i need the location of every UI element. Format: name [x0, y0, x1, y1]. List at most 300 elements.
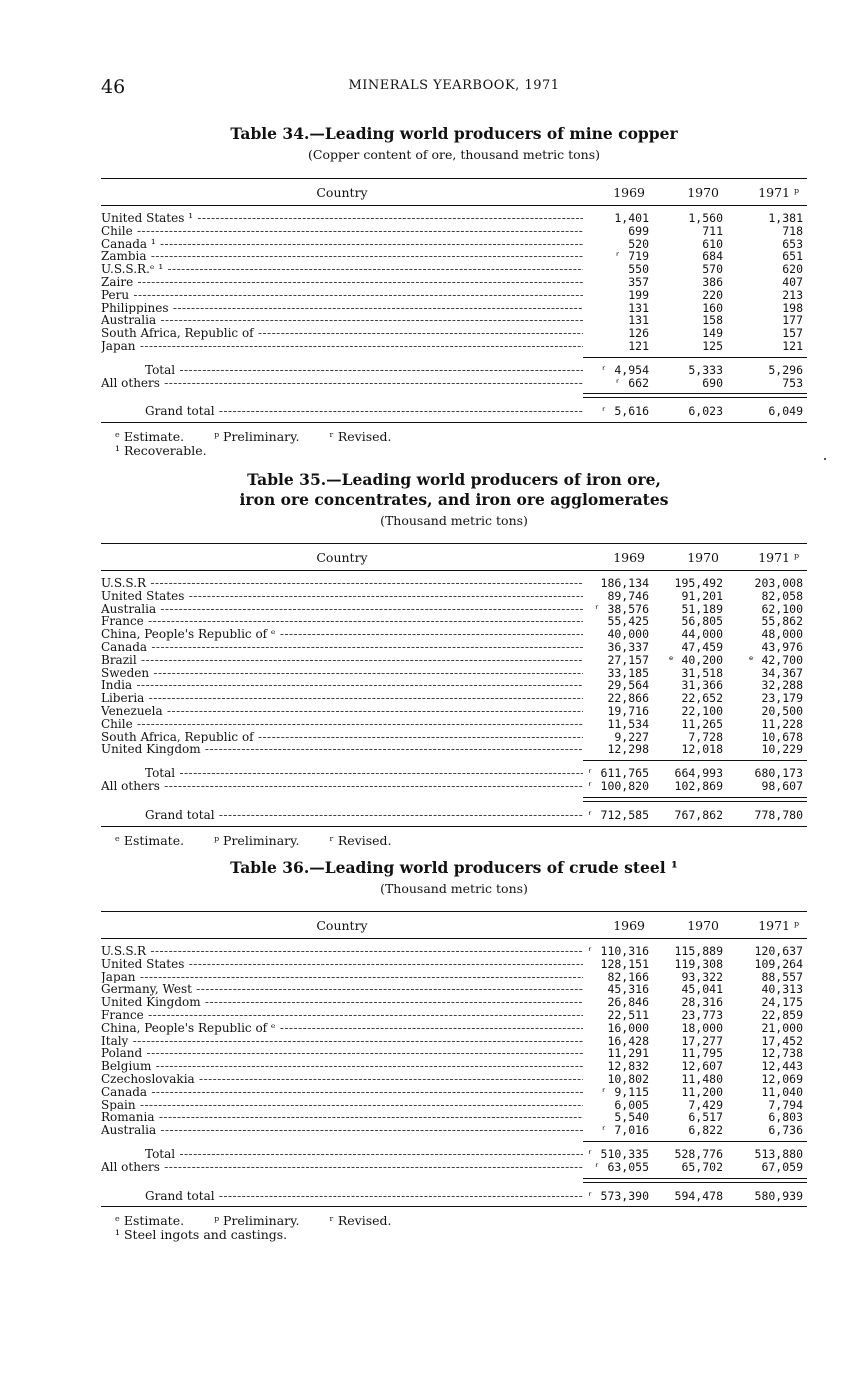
footnote-line — [101, 1228, 807, 1242]
subtotal-rule — [583, 1141, 807, 1142]
value-cell: 27,157 — [607, 652, 649, 667]
table-header — [101, 911, 807, 939]
value-cell: 88,557 — [761, 969, 803, 984]
value-cell: 82,166 — [607, 969, 649, 984]
country-name: Spain ----- — [101, 1099, 583, 1112]
table-title: iron ore concentrates, and iron ore agglomerates — [239, 490, 669, 509]
country-cell — [101, 718, 583, 731]
country-name: Poland ----- — [101, 1047, 583, 1060]
value-cell: ʳ 100,820 — [586, 778, 649, 793]
footnote: ¹ Steel ingots and castings. — [115, 1227, 288, 1243]
table-subtitle: (Thousand metric tons) — [380, 513, 528, 528]
country-cell — [101, 1022, 583, 1035]
value-cell: 131 — [628, 300, 649, 315]
table-row — [101, 743, 807, 756]
value-cell: 67,059 — [761, 1159, 803, 1174]
value-cell: 767,862 — [674, 807, 723, 822]
value-cell: 21,000 — [761, 1020, 803, 1035]
value-cell: 610 — [702, 236, 723, 251]
value-cell: 36,337 — [607, 639, 649, 654]
value-cell: 718 — [782, 223, 803, 238]
table-row — [101, 641, 807, 654]
value-cell: 121 — [628, 338, 649, 353]
footnote: ᵉ Estimate. — [115, 1213, 185, 1229]
country-cell — [101, 1009, 583, 1022]
country-name: Germany, West ----- — [101, 983, 583, 996]
value-cell: 12,832 — [607, 1059, 649, 1074]
table-subtitle: (Copper content of ore, thousand metric tons) — [308, 147, 600, 162]
table-title: Table 35.—Leading world producers of iron ore, — [247, 470, 661, 489]
table-row — [101, 718, 807, 731]
value-cell: 82,058 — [761, 588, 803, 603]
value-cell: 125 — [702, 338, 723, 353]
value-cell: 93,322 — [681, 969, 723, 984]
country-name: Japan ----- — [101, 971, 583, 984]
value-cell: 9,227 — [614, 729, 649, 744]
value-cell: 11,200 — [681, 1084, 723, 1099]
country-cell — [101, 276, 583, 289]
table-row — [101, 238, 807, 251]
value-cell: 28,316 — [681, 995, 723, 1010]
country-name: U.S.S.R ----- — [101, 577, 583, 590]
value-cell: 186,134 — [600, 576, 649, 590]
value-cell: 6,822 — [688, 1123, 723, 1138]
table-row — [101, 289, 807, 302]
value-cell: 18,000 — [681, 1020, 723, 1035]
footnote: ʳ Revised. — [329, 1213, 392, 1229]
grand-total-row — [101, 1190, 807, 1203]
value-cell: 213 — [782, 287, 803, 302]
value-cell: 149 — [702, 326, 723, 341]
spacer — [101, 529, 807, 543]
value-cell: 47,459 — [681, 639, 723, 654]
table-row — [101, 327, 807, 340]
value-cell: 203,008 — [754, 576, 803, 590]
country-name: Philippines ----- — [101, 302, 583, 315]
country-cell — [101, 263, 583, 276]
country-cell — [101, 731, 583, 744]
grand-total-row — [101, 809, 807, 822]
value-cell: ᵉ 40,200 — [667, 652, 723, 667]
value-cell: 17,452 — [761, 1033, 803, 1048]
value-cell: 22,652 — [681, 691, 723, 706]
value-cell: 690 — [702, 375, 723, 390]
value-cell: 195,492 — [674, 576, 723, 590]
column-header-year: 1970 — [687, 550, 719, 565]
table-row — [101, 577, 807, 590]
value-cell: 11,795 — [681, 1046, 723, 1061]
value-cell: 6,803 — [768, 1110, 803, 1125]
table-row — [101, 314, 807, 327]
value-cell: 177 — [782, 313, 803, 328]
value-cell: 20,500 — [761, 703, 803, 718]
all-others-row — [101, 780, 807, 793]
value-cell: 16,000 — [607, 1020, 649, 1035]
country-cell — [101, 641, 583, 654]
country-name: Belgium ----- — [101, 1060, 583, 1073]
value-cell: 550 — [628, 262, 649, 277]
country-name: Italy ----- — [101, 1035, 583, 1048]
table-34 — [101, 124, 807, 458]
value-cell: ʳ 4,954 — [600, 362, 649, 377]
value-cell: 22,100 — [681, 703, 723, 718]
column-header-year: 1969 — [613, 550, 645, 565]
value-cell: 7,794 — [768, 1097, 803, 1112]
country-cell — [101, 225, 583, 238]
value-cell: 115,889 — [674, 944, 723, 958]
page-number: 46 — [101, 76, 126, 98]
country-name: Australia ----- — [101, 314, 583, 327]
table-subtitle: (Thousand metric tons) — [380, 881, 528, 896]
country-cell — [101, 1111, 583, 1124]
country-name: Grand total ----- — [145, 405, 583, 418]
value-cell: 109,264 — [754, 956, 803, 971]
table-title: Table 34.—Leading world producers of mine copper — [230, 124, 678, 143]
country-name: Chile ----- — [101, 225, 583, 238]
value-cell: 10,678 — [761, 729, 803, 744]
country-name: Canada ----- — [101, 1086, 583, 1099]
value-cell: 89,746 — [607, 588, 649, 603]
value-cell: 44,000 — [681, 627, 723, 642]
value-cell: 19,716 — [607, 703, 649, 718]
value-cell: ʳ 5,616 — [600, 404, 649, 419]
table-row — [101, 958, 807, 971]
running-title: MINERALS YEARBOOK, 1971 — [348, 78, 560, 93]
country-cell — [101, 945, 583, 958]
total-row — [101, 1148, 807, 1161]
footnote: ᵉ Estimate. — [115, 429, 185, 445]
country-name: Grand total ----- — [145, 809, 583, 822]
country-name: All others ----- — [101, 377, 583, 390]
country-cell — [101, 1190, 583, 1203]
value-cell: 594,478 — [674, 1188, 723, 1203]
country-cell — [101, 1047, 583, 1060]
value-cell: ʳ 719 — [614, 249, 649, 264]
value-cell: 48,000 — [761, 627, 803, 642]
country-name: Romania ----- — [101, 1111, 583, 1124]
footnote-line — [101, 834, 807, 848]
page-header — [101, 76, 807, 98]
footnote-line — [101, 430, 807, 444]
spacer — [101, 897, 807, 911]
value-cell: 34,367 — [761, 665, 803, 680]
country-cell — [101, 289, 583, 302]
country-name: Peru ----- — [101, 289, 583, 302]
value-cell: 11,040 — [761, 1084, 803, 1099]
value-cell: 43,976 — [761, 639, 803, 654]
country-cell — [101, 302, 583, 315]
column-header-year: 1971 ᵖ — [758, 918, 799, 933]
value-cell: 1,381 — [768, 211, 803, 225]
country-cell — [101, 1060, 583, 1073]
country-name: China, People's Republic of ᵉ ----- — [101, 1022, 583, 1035]
country-cell — [101, 577, 583, 590]
value-cell: ᵉ 42,700 — [747, 652, 803, 667]
value-cell: 5,540 — [614, 1110, 649, 1125]
value-cell: 528,776 — [674, 1146, 723, 1161]
value-cell: ʳ 662 — [614, 375, 649, 390]
all-others-row — [101, 377, 807, 390]
country-name: All others ----- — [101, 780, 583, 793]
country-name: India ----- — [101, 679, 583, 692]
country-cell — [101, 809, 583, 822]
value-cell: 17,277 — [681, 1033, 723, 1048]
table-row — [101, 1086, 807, 1099]
value-cell: 12,607 — [681, 1059, 723, 1074]
value-cell: ʳ 712,585 — [586, 807, 649, 822]
column-header-year: 1969 — [613, 918, 645, 933]
value-cell: 407 — [782, 274, 803, 289]
value-cell: 7,728 — [688, 729, 723, 744]
value-cell: 45,316 — [607, 982, 649, 997]
country-name: China, People's Republic of ᵉ ----- — [101, 628, 583, 641]
value-cell: 98,607 — [761, 778, 803, 793]
footnote: ¹ Recoverable. — [115, 443, 207, 459]
value-cell: 680,173 — [754, 766, 803, 781]
value-cell: ʳ 38,576 — [593, 601, 649, 616]
table-row — [101, 945, 807, 958]
country-name: Zambia ----- — [101, 250, 583, 263]
footnote: ᵖ Preliminary. — [214, 1213, 300, 1229]
value-cell: 711 — [702, 223, 723, 238]
value-cell: 128,151 — [600, 956, 649, 971]
value-cell: 45,041 — [681, 982, 723, 997]
footnote: ʳ Revised. — [329, 429, 392, 445]
country-name: United Kingdom ----- — [101, 996, 583, 1009]
table-35 — [101, 470, 807, 848]
country-name: Grand total ----- — [145, 1190, 583, 1203]
footnote: ᵖ Preliminary. — [214, 429, 300, 445]
country-cell — [101, 996, 583, 1009]
country-cell — [101, 364, 583, 377]
value-cell: 651 — [782, 249, 803, 264]
table-row — [101, 590, 807, 603]
value-cell: 55,862 — [761, 614, 803, 629]
table-row — [101, 1073, 807, 1086]
value-cell: 6,517 — [688, 1110, 723, 1125]
value-cell: 16,428 — [607, 1033, 649, 1048]
country-cell — [101, 212, 583, 225]
value-cell: 26,846 — [607, 995, 649, 1010]
value-cell: 126 — [628, 326, 649, 341]
value-cell: ʳ 110,316 — [586, 944, 649, 958]
country-cell — [101, 1124, 583, 1137]
value-cell: 12,443 — [761, 1059, 803, 1074]
value-cell: 1,401 — [614, 211, 649, 225]
country-cell — [101, 250, 583, 263]
country-name: United Kingdom ----- — [101, 743, 583, 756]
country-cell — [101, 405, 583, 418]
footnote: ᵖ Preliminary. — [214, 832, 300, 848]
table-row — [101, 1124, 807, 1137]
value-cell: 7,429 — [688, 1097, 723, 1112]
value-cell: 220 — [702, 287, 723, 302]
value-cell: 199 — [628, 287, 649, 302]
value-cell: 753 — [782, 375, 803, 390]
country-name: Australia ----- — [101, 1124, 583, 1137]
country-name: Czechoslovakia ----- — [101, 1073, 583, 1086]
country-name: Canada ----- — [101, 641, 583, 654]
country-cell — [101, 314, 583, 327]
value-cell: 12,018 — [681, 742, 723, 757]
country-cell — [101, 1161, 583, 1174]
column-header-year: 1971 ᵖ — [758, 550, 799, 565]
country-name: All others ----- — [101, 1161, 583, 1174]
table-header — [101, 543, 807, 571]
country-cell — [101, 1073, 583, 1086]
country-cell — [101, 238, 583, 251]
value-cell: 664,993 — [674, 766, 723, 781]
footnote: ᵉ Estimate. — [115, 832, 185, 848]
value-cell: 5,333 — [688, 362, 723, 377]
value-cell: 1,560 — [688, 211, 723, 225]
table-row — [101, 1009, 807, 1022]
country-name: United States ----- — [101, 958, 583, 971]
value-cell: 6,005 — [614, 1097, 649, 1112]
column-header-country: Country — [316, 918, 368, 933]
value-cell: 778,780 — [754, 807, 803, 822]
value-cell: 119,308 — [674, 956, 723, 971]
country-cell — [101, 590, 583, 603]
value-cell: ʳ 611,765 — [586, 766, 649, 781]
country-cell — [101, 983, 583, 996]
spacer — [101, 1207, 807, 1214]
table-row — [101, 340, 807, 353]
value-cell: 520 — [628, 236, 649, 251]
column-header-year: 1971 ᵖ — [758, 185, 799, 200]
country-cell — [101, 603, 583, 616]
country-name: Brazil ----- — [101, 654, 583, 667]
spacer — [101, 163, 807, 178]
value-cell: 198 — [782, 300, 803, 315]
country-cell — [101, 1086, 583, 1099]
value-cell: 22,859 — [761, 1007, 803, 1022]
table-36 — [101, 858, 807, 1242]
country-cell — [101, 743, 583, 756]
table-row — [101, 705, 807, 718]
table-row — [101, 263, 807, 276]
country-cell — [101, 1148, 583, 1161]
value-cell: ʳ 9,115 — [600, 1084, 649, 1099]
value-cell: 10,229 — [761, 742, 803, 757]
table-row — [101, 276, 807, 289]
country-name: United States ¹ ----- — [101, 212, 583, 225]
value-cell: 131 — [628, 313, 649, 328]
country-name: Australia ----- — [101, 603, 583, 616]
country-cell — [101, 1099, 583, 1112]
value-cell: 157 — [782, 326, 803, 341]
footnote-line — [101, 444, 807, 458]
country-name: Canada ¹ ----- — [101, 238, 583, 251]
value-cell: 31,366 — [681, 678, 723, 693]
value-cell: 12,069 — [761, 1071, 803, 1086]
table-title: Table 36.—Leading world producers of crude steel ¹ — [230, 858, 678, 877]
value-cell: 23,179 — [761, 691, 803, 706]
country-cell — [101, 679, 583, 692]
table-row — [101, 654, 807, 667]
spacer — [101, 423, 807, 430]
value-cell: 570 — [702, 262, 723, 277]
country-cell — [101, 1035, 583, 1048]
value-cell: ʳ 7,016 — [600, 1123, 649, 1138]
country-name: Total ----- — [145, 1148, 583, 1161]
table-row — [101, 1022, 807, 1035]
value-cell: 31,518 — [681, 665, 723, 680]
table-row — [101, 212, 807, 225]
table-row — [101, 302, 807, 315]
country-name: U.S.S.R.ᵉ ¹ ----- — [101, 263, 583, 276]
value-cell: 10,802 — [607, 1071, 649, 1086]
column-header-country: Country — [316, 185, 368, 200]
country-name: Sweden ----- — [101, 667, 583, 680]
value-cell: 160 — [702, 300, 723, 315]
country-cell — [101, 780, 583, 793]
scan-artifact — [824, 458, 826, 460]
value-cell: 23,773 — [681, 1007, 723, 1022]
value-cell: 120,637 — [754, 944, 803, 958]
value-cell: 51,189 — [681, 601, 723, 616]
column-header-year: 1969 — [613, 185, 645, 200]
country-name: Zaire ----- — [101, 276, 583, 289]
value-cell: ʳ 63,055 — [593, 1159, 649, 1174]
country-cell — [101, 971, 583, 984]
value-cell: 65,702 — [681, 1159, 723, 1174]
value-cell: 12,738 — [761, 1046, 803, 1061]
country-name: Venezuela ----- — [101, 705, 583, 718]
subtotal-rule — [583, 760, 807, 761]
value-cell: 12,298 — [607, 742, 649, 757]
country-name: Total ----- — [145, 364, 583, 377]
country-name: Japan ----- — [101, 340, 583, 353]
country-cell — [101, 628, 583, 641]
country-cell — [101, 327, 583, 340]
country-cell — [101, 654, 583, 667]
country-cell — [101, 767, 583, 780]
country-name: France ----- — [101, 1009, 583, 1022]
value-cell: ʳ 573,390 — [586, 1188, 649, 1203]
country-cell — [101, 692, 583, 705]
value-cell: 40,313 — [761, 982, 803, 997]
value-cell: 121 — [782, 338, 803, 353]
value-cell: 55,425 — [607, 614, 649, 629]
country-name: South Africa, Republic of ----- — [101, 731, 583, 744]
value-cell: 102,869 — [674, 778, 723, 793]
value-cell: 6,023 — [688, 404, 723, 419]
column-header-country: Country — [316, 550, 368, 565]
value-cell: 513,880 — [754, 1146, 803, 1161]
country-cell — [101, 958, 583, 971]
all-others-row — [101, 1161, 807, 1174]
value-cell: 22,511 — [607, 1007, 649, 1022]
country-cell — [101, 615, 583, 628]
country-name: U.S.S.R ----- — [101, 945, 583, 958]
value-cell: 580,939 — [754, 1188, 803, 1203]
value-cell: 158 — [702, 313, 723, 328]
value-cell: 11,291 — [607, 1046, 649, 1061]
value-cell: 29,564 — [607, 678, 649, 693]
value-cell: 6,736 — [768, 1123, 803, 1138]
country-name: Chile ----- — [101, 718, 583, 731]
value-cell: 11,480 — [681, 1071, 723, 1086]
country-name: South Africa, Republic of ----- — [101, 327, 583, 340]
country-cell — [101, 340, 583, 353]
column-header-year: 1970 — [687, 918, 719, 933]
country-name: Liberia ----- — [101, 692, 583, 705]
country-name: France ----- — [101, 615, 583, 628]
value-cell: 386 — [702, 274, 723, 289]
subtotal-rule — [583, 357, 807, 358]
value-cell: 33,185 — [607, 665, 649, 680]
